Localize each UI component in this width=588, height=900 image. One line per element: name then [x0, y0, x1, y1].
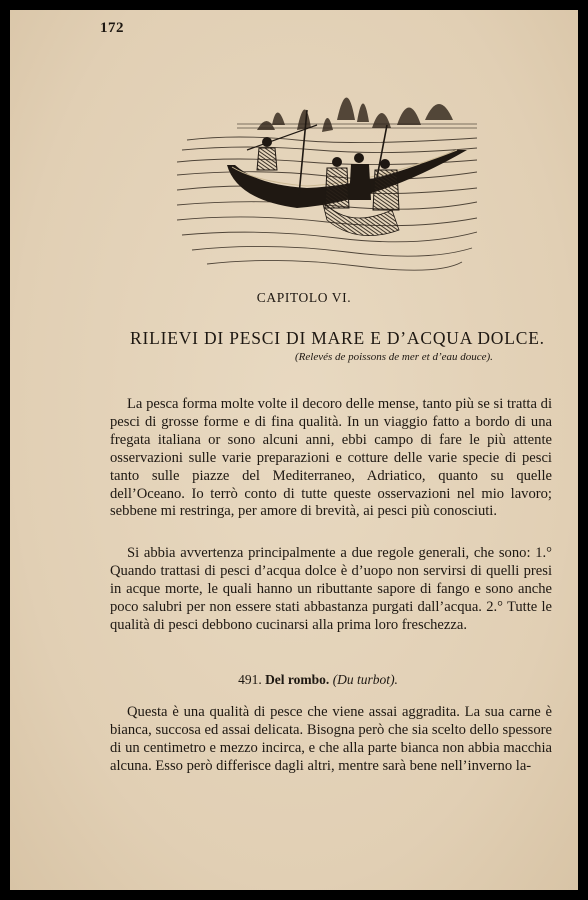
recipe-number: 491. [238, 672, 262, 687]
chapter-title: RILIEVI DI PESCI DI MARE E D’ACQUA DOLCE. [130, 328, 545, 348]
page-number: 172 [100, 20, 124, 36]
paragraph-turbot: Questa è una qualità di pesce che viene assai aggradita. La sua carne è bianca, succosa ed assai delicata. Bisogna però che sia scelto dello spessore di un centimetro e mezzo incirca, e che alla parte bianca non abbia macchia alcuna. Esso però differisce dagli altri, mentre sarà bene nell’inverno la- [110, 704, 552, 774]
book-page [10, 10, 578, 890]
recipe-heading [10, 672, 578, 688]
recipe-title: Del rombo. [265, 672, 330, 687]
chapter-subtitle: (Relevés de poissons de mer et d’eau douce). [295, 351, 493, 363]
recipe-title-french: (Du turbot). [332, 672, 398, 687]
fishing-boat-illustration [177, 70, 477, 275]
chapter-heading: CAPITOLO VI. [256, 290, 352, 305]
paragraph-intro: La pesca forma molte volte il decoro delle mense, tanto più se si tratta di pesci di grosse forme e di fina qualità. In un viaggio fatto a bordo di una fregata italiana or sono alcuni anni, ebbi campo di fare le più attente osservazioni sulle varie preparazioni e cotture delle varie specie di pesci tanto sulle piazze del Mediterraneo, Adriatico, quanto su quelle dell’Oceano. Io terrò conto di tutte queste osservazioni nel mio lavoro; sebbene mi restringa, per amore di brevità, ai pesci più conosciuti. [110, 396, 552, 520]
paragraph-rules: Si abbia avvertenza principalmente a due regole generali, che sono: 1.° Quando trattasi di pesci d’acqua dolce è d’uopo non servirsi di quelli presi in acque morte, le quali hanno un ributtante sapore di fango e sono anche poco salubri per non essere stati abbastanza purgati dall’acqua. 2.° Tutte le qualità di pesci debbono cucinarsi alla prima loro freschezza. [110, 545, 552, 633]
